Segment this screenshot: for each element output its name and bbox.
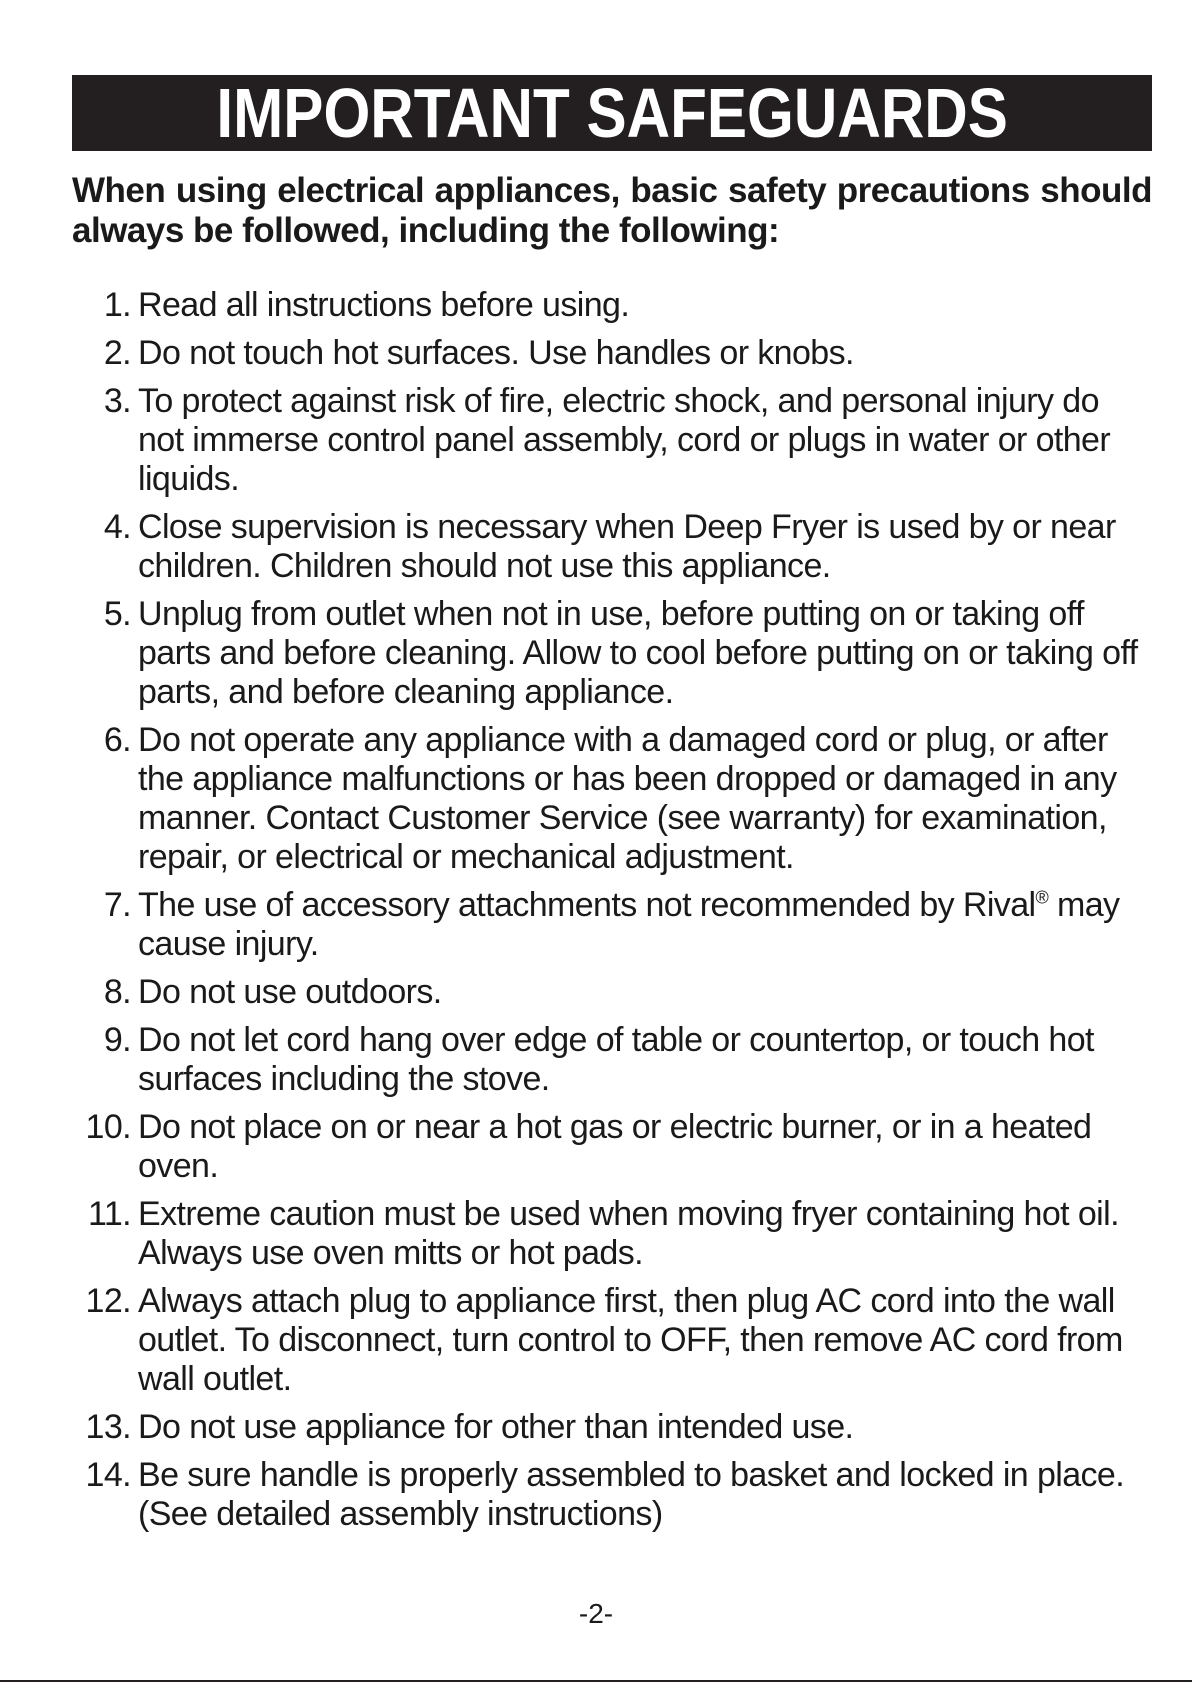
title-bar	[72, 75, 1152, 151]
item-text: Extreme caution must be used when moving fryer containing hot oil. Always use oven mitts or hot pads.	[138, 1195, 1119, 1272]
item-number: 10.	[85, 1108, 131, 1146]
registered-mark: ®	[1035, 887, 1049, 908]
item-text	[131, 886, 1152, 964]
page-number: -2-	[578, 1598, 614, 1629]
list-item	[72, 886, 1152, 964]
item-text: Do not use appliance for other than intended use.	[138, 1408, 854, 1446]
item-text: Read all instructions before using.	[138, 286, 630, 324]
item-text-before: The use of accessory attachments not recommended by Rival	[138, 886, 1036, 924]
item-text: Close supervision is necessary when Deep Fryer is used by or near children. Children should not use this appliance.	[138, 508, 1116, 585]
bottom-divider	[0, 1680, 1192, 1682]
item-text: Do not touch hot surfaces. Use handles or knobs.	[138, 334, 854, 372]
list-item	[72, 1195, 1152, 1273]
item-number: 6.	[103, 721, 131, 759]
list-item	[72, 508, 1152, 586]
list-item	[72, 1456, 1152, 1534]
item-number: 7.	[103, 886, 131, 924]
item-text: Do not operate any appliance with a damaged cord or plug, or after the appliance malfunctions or has been dropped or damaged in any manner. Contact Customer Service (see warranty) for examination, repair, or electrical or mechanical adjustment.	[138, 721, 1117, 876]
item-number: 1.	[103, 286, 131, 324]
list-item	[72, 721, 1152, 877]
item-text: Always attach plug to appliance first, then plug AC cord into the wall outlet. To disconnect, turn control to OFF, then remove AC cord from wall outlet.	[138, 1282, 1123, 1398]
list-item	[72, 595, 1152, 712]
item-number: 13.	[85, 1408, 131, 1446]
item-number: 8.	[103, 973, 131, 1011]
list-item	[72, 1408, 1152, 1447]
item-text: Do not place on or near a hot gas or electric burner, or in a heated oven.	[138, 1108, 1092, 1185]
item-number: 5.	[103, 595, 131, 633]
document-page	[72, 75, 1152, 1543]
item-text: To protect against risk of fire, electric shock, and personal injury do not immerse control panel assembly, cord or plugs in water or other liquids.	[138, 382, 1111, 498]
item-number: 11.	[88, 1195, 131, 1233]
list-item	[72, 1108, 1152, 1186]
item-text: Do not let cord hang over edge of table or countertop, or touch hot surfaces including the stove.	[138, 1021, 1094, 1098]
item-number: 9.	[103, 1021, 131, 1059]
list-item	[72, 382, 1152, 499]
safeguards-list	[72, 286, 1152, 1534]
item-number: 14.	[85, 1456, 131, 1494]
list-item	[72, 973, 1152, 1012]
list-item	[72, 1282, 1152, 1399]
item-text: Unplug from outlet when not in use, before putting on or taking off parts and before cleaning. Allow to cool before putting on or taking off parts, and before cleaning appliance.	[138, 595, 1138, 711]
item-number: 4.	[103, 508, 131, 546]
item-text: Do not use outdoors.	[138, 973, 442, 1011]
item-number: 3.	[103, 382, 131, 420]
item-number: 2.	[103, 334, 131, 372]
list-item	[72, 1021, 1152, 1099]
item-text-after: may cause injury.	[138, 886, 1120, 963]
item-number: 12.	[85, 1282, 131, 1320]
intro-paragraph: When using electrical appliances, basic safety precautions should always be followed, including the following:	[72, 171, 1152, 250]
list-item	[72, 334, 1152, 373]
page-title: IMPORTANT SAFEGUARDS	[216, 74, 1008, 152]
list-item	[72, 286, 1152, 325]
item-text: Be sure handle is properly assembled to basket and locked in place. (See detailed assembly instructions)	[138, 1456, 1125, 1533]
